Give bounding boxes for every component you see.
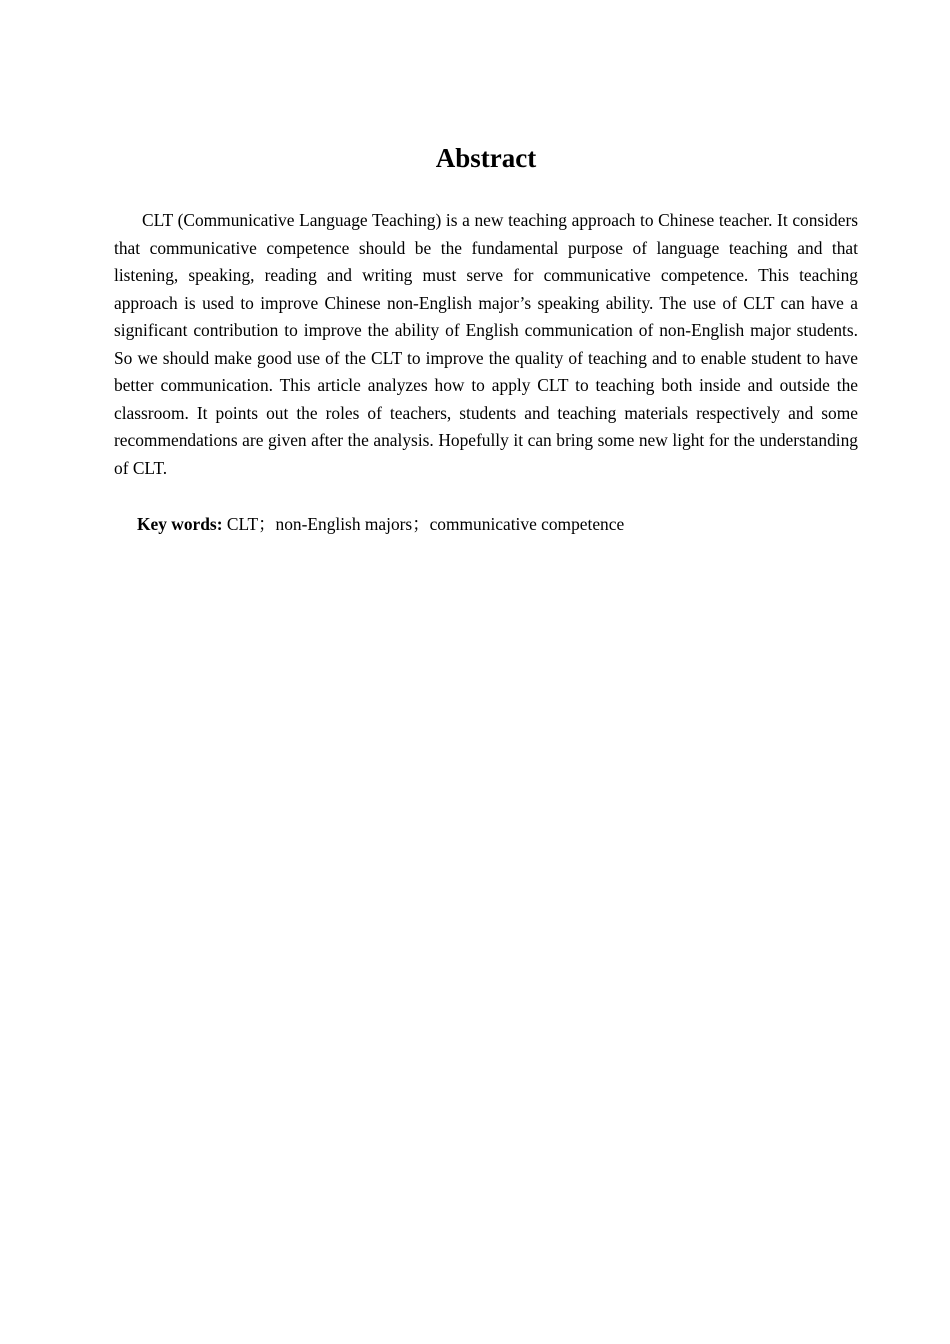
abstract-title: Abstract — [435, 143, 537, 173]
keywords-value: CLT；non-English majors；communicative competence — [226, 514, 625, 534]
keywords-line — [137, 511, 857, 539]
abstract-paragraph: CLT (Communicative Language Teaching) is a new teaching approach to Chinese teacher. It considers that communicative competence should be the fundamental purpose of language teaching and that listening, speaking, reading and writing must serve for communicative competence. This teaching approach is used to improve Chinese non-English major’s speaking ability. The use of CLT can have a significant contribution to improve the ability of English communication of non-English major students. So we should make good use of the CLT to improve the quality of teaching and to enable student to have better communication. This article analyzes how to apply CLT to teaching both inside and outside the classroom. It points out the roles of teachers, students and teaching materials respectively and some recommendations are given after the analysis. Hopefully it can bring some new light for the understanding of CLT. — [114, 210, 858, 478]
keywords-label: Key words: — [137, 514, 223, 534]
